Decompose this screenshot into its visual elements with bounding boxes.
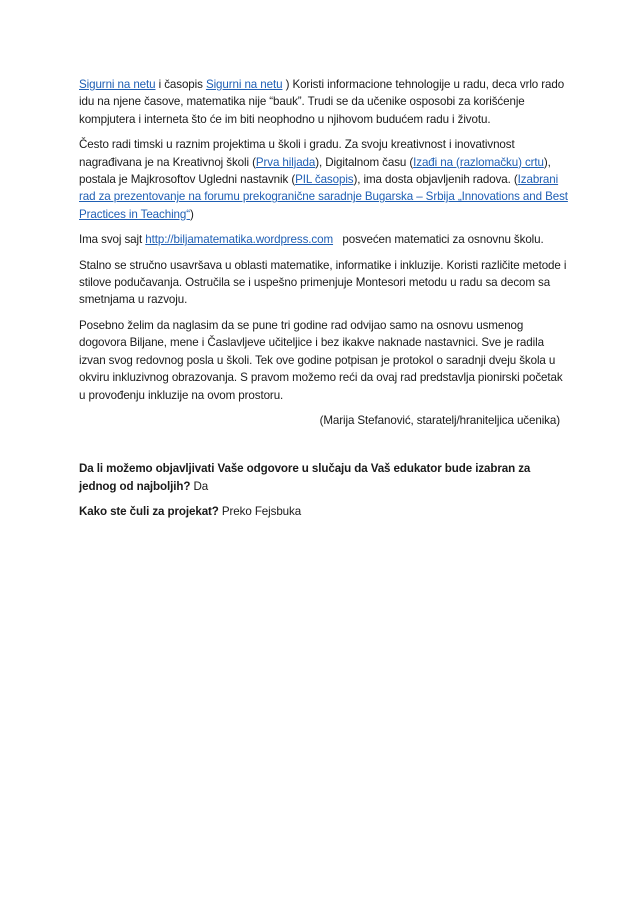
text: Ima svoj sajt [79,233,146,247]
link-izadji-na-crtu[interactable]: Izađi na (razlomačku) crtu [413,155,544,169]
signature: (Marija Stefanović, staratelj/hraniteljica učenika) [319,413,560,427]
link-prva-hiljada[interactable]: Prva hiljada [255,155,316,169]
link-izabrani-rad[interactable]: Izabrani rad za prezentovanje na forumu prekogranične saradnje Bugarska – Srbija „Innovations and Best Practices in Teaching“ [79,173,568,221]
paragraph-achievements [79,136,568,223]
answer-text: Preko Fejsbuka [218,505,302,519]
answer-text: Da [190,479,209,493]
link-pil-casopis[interactable]: PIL časopis [295,173,354,187]
question-text: Da li možemo objavljivati Vaše odgovore u slučaju da Vaš edukator bude izabran za jednog od najboljih? [79,462,531,493]
link-sigurni-na-netu[interactable]: Sigurni na netu [79,78,156,91]
text: i časopis [155,78,206,91]
paragraph-intro-continued [79,76,568,128]
paragraph-website [79,231,568,248]
text: ) Koristi informacione tehnologije u radu, deca vrlo rado idu na njene časove, matematika nije “bauk”. Trudi se da učenike osposobi za korišćenje kompjutera i interneta što će im biti neophodno u njihovom budućem radu i životu. [79,78,565,126]
link-website[interactable]: http://biljamatematika.wordpress.com [145,233,334,247]
text: posvećen matematici za osnovnu školu. [333,233,544,247]
text: ), Digitalnom času ( [315,155,414,169]
text: ), ima dosta objavljenih radova. ( [353,173,518,187]
question-publish-answers [79,460,568,495]
text: ), postala je Majkrosoftov Ugledni nastavnik ( [79,155,551,187]
spacer [79,429,568,452]
text: ) [190,207,194,221]
text: Često radi timski u raznim projektima u školi i gradu. Za svoju kreativnost i inovativnost nagrađivana je na Kreativnoj školi ( [79,138,515,169]
question-how-heard [79,503,568,520]
link-sigurni-na-netu-casopis[interactable]: Sigurni na netu [205,78,283,91]
question-text: Kako ste čuli za projekat? [79,505,219,519]
paragraph-collaboration: Posebno želim da naglasim da se pune tri godine rad odvijao samo na osnovu usmenog dogovora Biljane, mene i Časlavljeve učiteljice i bez ikakve naknade nastavnici. Sve je radila izvan svog redovnog posla u školi. Tek ove godine potpisan je protokol o saradnji dveju škola u okviru inkluzivnog obrazovanja. S pravom možemo reći da ovaj rad predstavlja pionirski početak u provođenju inkluzije na ovom prostoru. [79,318,563,402]
paragraph-professional-development: Stalno se stručno usavršava u oblasti matematike, informatike i inkluzije. Koristi različite metode i stilove podučavanja. Ostručila se i uspešno primenjuje Montesori metodu u radu sa decom sa smetnjama u razvoju. [79,258,567,307]
